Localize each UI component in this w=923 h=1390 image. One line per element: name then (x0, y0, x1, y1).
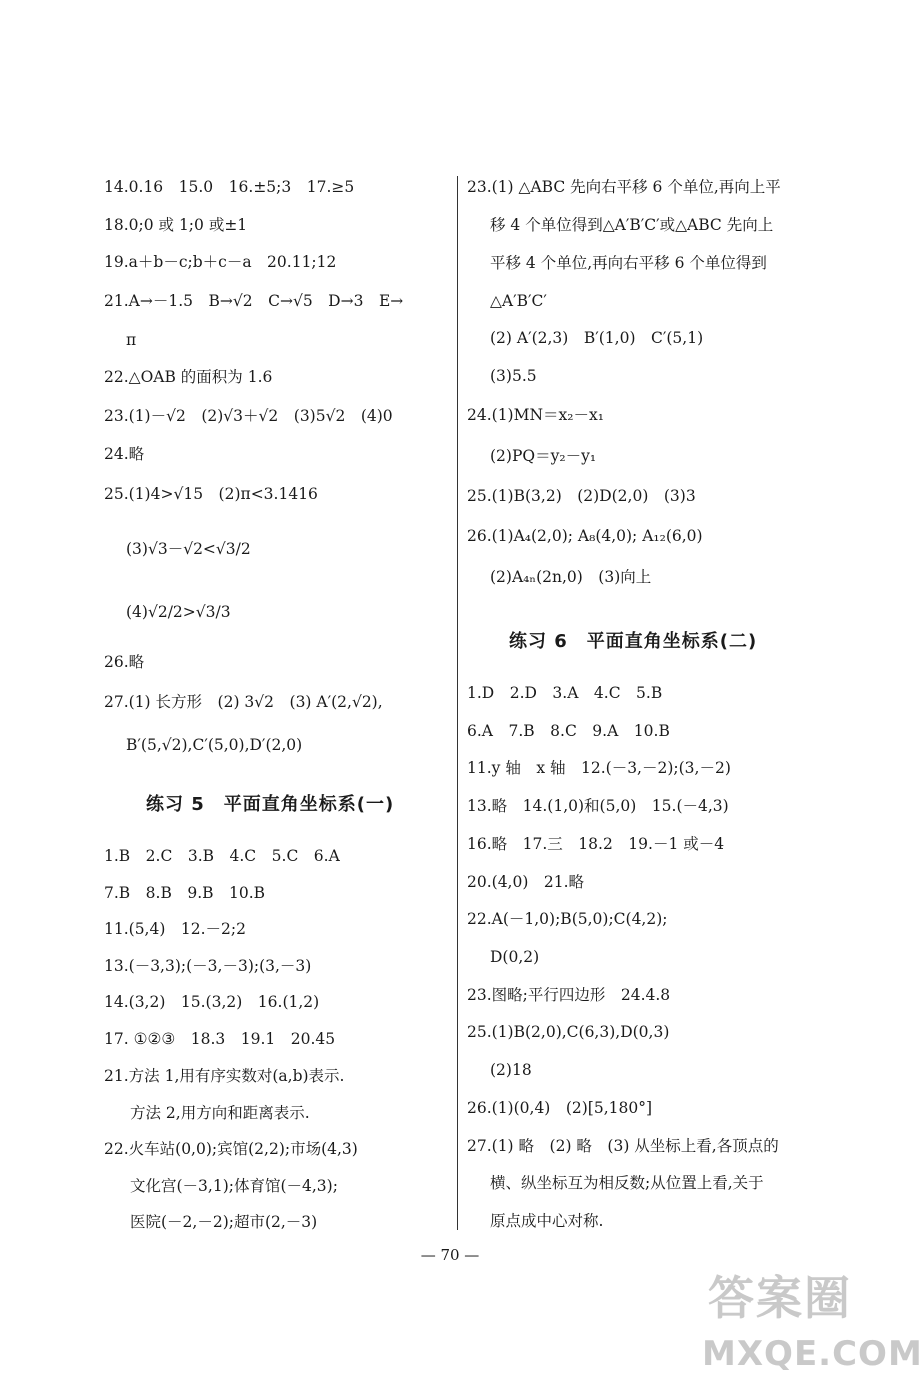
answer-line: 横、纵坐标互为相反数;从位置上看,关于 (490, 1174, 764, 1192)
answer-line: 11.y 轴 x 轴 12.(－3,－2);(3,－2) (467, 759, 731, 777)
answer-line: 方法 2,用方向和距离表示. (130, 1104, 310, 1122)
answer-line: 7.B 8.B 9.B 10.B (104, 884, 266, 902)
answer-line: 11.(5,4) 12.－2;2 (104, 920, 246, 938)
answer-line: (2)PQ＝y₂－y₁ (490, 447, 597, 465)
answer-line: 14.0.16 15.0 16.±5;3 17.≥5 (104, 178, 355, 196)
answer-line: 27.(1) 略 (2) 略 (3) 从坐标上看,各顶点的 (467, 1137, 779, 1155)
watermark-logo (698, 1256, 923, 1384)
answer-line: 17. ①②③ 18.3 19.1 20.45 (104, 1030, 336, 1048)
answer-line: 24.(1)MN＝x₂－x₁ (467, 406, 604, 424)
answer-line: 平移 4 个单位,再向右平移 6 个单位得到 (490, 254, 767, 272)
section-title: 练习 5 平面直角坐标系(一) (146, 794, 395, 815)
answer-line: 21.方法 1,用有序实数对(a,b)表示. (104, 1067, 345, 1085)
answer-line: 23.(1)－√2 (2)√3＋√2 (3)5√2 (4)0 (104, 407, 393, 425)
section-title: 练习 6 平面直角坐标系(二) (509, 631, 758, 652)
answer-line: 19.a＋b－c;b＋c－a 20.11;12 (104, 253, 337, 271)
answer-line: 25.(1)B(3,2) (2)D(2,0) (3)3 (467, 487, 696, 505)
answer-line: (2)A₄ₙ(2n,0) (3)向上 (490, 568, 652, 586)
answer-line: 22.A(－1,0);B(5,0);C(4,2); (467, 910, 668, 928)
answer-line: 26.(1)A₄(2,0); A₈(4,0); A₁₂(6,0) (467, 527, 703, 545)
answer-line: 26.略 (104, 653, 145, 671)
answer-line: (2) A′(2,3) B′(1,0) C′(5,1) (490, 329, 704, 347)
answer-line: 1.D 2.D 3.A 4.C 5.B (467, 684, 663, 702)
page-number: — 70 — (420, 1246, 480, 1264)
answer-line: 移 4 个单位得到△A′B′C′或△ABC 先向上 (490, 216, 774, 234)
answer-line: 文化宫(－3,1);体育馆(－4,3); (130, 1177, 338, 1195)
answer-line: 22.火车站(0,0);宾馆(2,2);市场(4,3) (104, 1140, 358, 1158)
answer-line: B′(5,√2),C′(5,0),D′(2,0) (126, 736, 303, 754)
answer-line: 22.△OAB 的面积为 1.6 (104, 368, 273, 386)
answer-line: (2)18 (490, 1061, 532, 1079)
answer-line: 6.A 7.B 8.C 9.A 10.B (467, 722, 670, 740)
answer-line: △A′B′C′ (490, 292, 547, 310)
answer-line: (3)√3－√2<√3/2 (126, 540, 251, 558)
answer-line: 20.(4,0) 21.略 (467, 873, 585, 891)
answer-line: 14.(3,2) 15.(3,2) 16.(1,2) (104, 993, 320, 1011)
watermark-text: 答案圈 (708, 1271, 852, 1325)
answer-line: 25.(1)B(2,0),C(6,3),D(0,3) (467, 1023, 670, 1041)
answer-line: 26.(1)(0,4) (2)[5,180°] (467, 1099, 653, 1117)
answer-line: 原点成中心对称. (490, 1212, 604, 1230)
answer-line: 18.0;0 或 1;0 或±1 (104, 216, 248, 234)
answer-line: (3)5.5 (490, 367, 537, 385)
watermark-url: MXQE.COM (702, 1334, 923, 1374)
column-divider (457, 176, 458, 1230)
answer-line: 21.A→－1.5 B→√2 C→√5 D→3 E→ (104, 292, 404, 310)
answer-line: 医院(－2,－2);超市(2,－3) (130, 1213, 318, 1231)
answer-line: 1.B 2.C 3.B 4.C 5.C 6.A (104, 847, 340, 865)
answer-line: 25.(1)4>√15 (2)π<3.1416 (104, 485, 318, 503)
answer-line: π (126, 331, 137, 349)
answer-line: 13.略 14.(1,0)和(5,0) 15.(－4,3) (467, 797, 729, 815)
answer-line: 23.(1) △ABC 先向右平移 6 个单位,再向上平 (467, 178, 781, 196)
answer-line: 16.略 17.三 18.2 19.－1 或－4 (467, 835, 725, 853)
answer-line: D(0,2) (490, 948, 540, 966)
answer-line: 27.(1) 长方形 (2) 3√2 (3) A′(2,√2), (104, 693, 383, 711)
answer-line: 13.(－3,3);(－3,－3);(3,－3) (104, 957, 312, 975)
answer-line: 24.略 (104, 445, 145, 463)
answer-line: (4)√2/2>√3/3 (126, 603, 231, 621)
answer-line: 23.图略;平行四边形 24.4.8 (467, 986, 671, 1004)
